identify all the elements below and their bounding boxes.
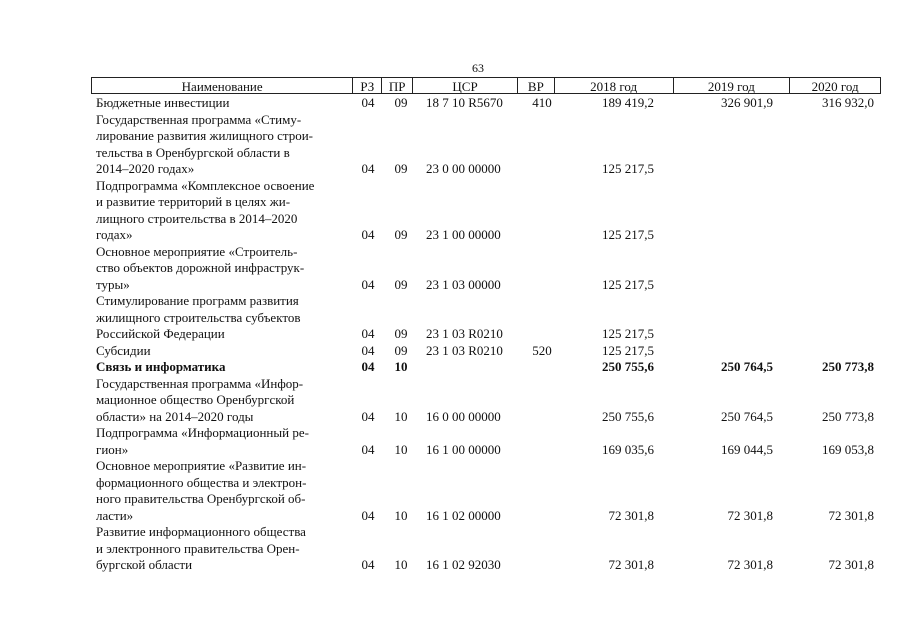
row-pr: 09 xyxy=(394,342,408,358)
row-pr: 10 xyxy=(394,507,408,523)
row-name xyxy=(96,95,346,112)
row-name-line: Субсидии xyxy=(96,342,151,358)
row-rz: 04 xyxy=(361,161,375,176)
row-name xyxy=(96,178,346,244)
row-rz: 04 xyxy=(361,326,375,341)
row-pr: 10 xyxy=(394,408,408,424)
table-row xyxy=(0,293,905,343)
row-2020: 316 932,0 xyxy=(822,95,874,110)
table-row xyxy=(0,524,905,574)
table-row xyxy=(0,458,905,524)
row-name-line: туры» xyxy=(96,276,130,292)
row-rz: 04 xyxy=(361,95,375,110)
header-2019: 2019 год xyxy=(674,78,791,93)
row-name-line: Российской Федерации xyxy=(96,326,225,341)
row-2019: 326 901,9 xyxy=(721,95,773,110)
row-name-line: Подпрограмма «Информационный ре- xyxy=(96,425,309,440)
row-vr: 520 xyxy=(532,342,552,358)
row-name-line: лирование развития жилищного строи- xyxy=(96,128,313,143)
table-row xyxy=(0,376,905,426)
table-row xyxy=(0,178,905,244)
row-vr: 410 xyxy=(532,95,552,110)
row-name-line: Связь и информатика xyxy=(96,359,226,374)
row-name xyxy=(96,112,346,178)
row-rz: 04 xyxy=(361,557,375,572)
row-2018: 125 217,5 xyxy=(602,276,654,292)
row-2020: 72 301,8 xyxy=(828,557,874,572)
row-name-line: лищного строительства в 2014–2020 xyxy=(96,210,298,226)
row-csr: 23 1 03 R0210 xyxy=(426,342,503,358)
row-name-line: бургской области xyxy=(96,557,193,572)
row-2018: 125 217,5 xyxy=(602,161,654,176)
row-csr: 23 1 03 R0210 xyxy=(426,326,503,341)
row-name-line: Государственная программа «Инфор- xyxy=(96,375,304,391)
row-pr: 09 xyxy=(394,95,408,110)
row-pr: 10 xyxy=(394,359,408,374)
row-name-line: тельства в Оренбургской области в xyxy=(96,144,290,160)
table-row xyxy=(0,112,905,178)
table-row xyxy=(0,343,905,360)
row-2018: 250 755,6 xyxy=(602,408,654,424)
row-2020: 250 773,8 xyxy=(822,359,874,374)
row-name-line: Подпрограмма «Комплексное освоение xyxy=(96,177,315,193)
row-2018: 125 217,5 xyxy=(602,326,654,341)
row-2019: 250 764,5 xyxy=(721,359,773,374)
row-2018: 125 217,5 xyxy=(602,342,654,358)
row-name-line: Стимулирование программ развития xyxy=(96,293,299,308)
row-2018: 250 755,6 xyxy=(602,359,654,374)
row-name xyxy=(96,376,346,426)
row-name-line: области» на 2014–2020 годы xyxy=(96,408,254,424)
row-name xyxy=(96,458,346,524)
row-rz: 04 xyxy=(361,359,375,374)
row-2018: 169 035,6 xyxy=(602,441,654,457)
row-name-line: годах» xyxy=(96,227,133,242)
row-pr: 09 xyxy=(394,161,408,176)
row-2019: 250 764,5 xyxy=(721,408,773,424)
row-name-line: гион» xyxy=(96,441,129,457)
table-body xyxy=(0,95,905,574)
row-2020: 250 773,8 xyxy=(822,408,874,424)
row-name-line: формационного общества и электрон- xyxy=(96,474,307,490)
row-name-line: и электронного правительства Орен- xyxy=(96,540,300,556)
row-name-line: ласти» xyxy=(96,507,134,523)
header-2018: 2018 год xyxy=(555,78,674,93)
row-name-line: Развитие информационного общества xyxy=(96,524,306,539)
row-rz: 04 xyxy=(361,507,375,523)
row-csr: 23 0 00 00000 xyxy=(426,161,501,176)
row-2018: 72 301,8 xyxy=(608,557,654,572)
row-pr: 09 xyxy=(394,326,408,341)
row-csr: 23 1 03 00000 xyxy=(426,276,501,292)
header-csr: ЦСР xyxy=(413,78,518,93)
row-2019: 72 301,8 xyxy=(727,557,773,572)
row-csr: 16 1 02 92030 xyxy=(426,557,501,572)
table-row xyxy=(0,95,905,112)
row-rz: 04 xyxy=(361,276,375,292)
table-header xyxy=(91,77,881,94)
header-rz: РЗ xyxy=(353,78,382,93)
row-2020: 72 301,8 xyxy=(828,507,874,523)
table-row xyxy=(0,425,905,458)
page-number: 63 xyxy=(472,61,484,75)
header-pr: ПР xyxy=(382,78,413,93)
row-pr: 10 xyxy=(394,441,408,457)
row-2019: 169 044,5 xyxy=(721,441,773,457)
row-2018: 189 419,2 xyxy=(602,95,654,110)
row-csr: 16 1 02 00000 xyxy=(426,507,501,523)
row-name-line: и развитие территорий в целях жи- xyxy=(96,194,291,209)
row-name-line: ство объектов дорожной инфраструк- xyxy=(96,260,305,275)
row-pr: 09 xyxy=(394,276,408,292)
row-name xyxy=(96,425,346,458)
row-csr: 23 1 00 00000 xyxy=(426,227,501,242)
row-rz: 04 xyxy=(361,441,375,457)
row-2019: 72 301,8 xyxy=(727,507,773,523)
row-name xyxy=(96,343,346,360)
row-rz: 04 xyxy=(361,342,375,358)
row-name xyxy=(96,244,346,294)
row-name-line: жилищного строительства субъектов xyxy=(96,309,301,325)
header-name: Наименование xyxy=(92,78,353,93)
row-name-line: Бюджетные инвестиции xyxy=(96,95,230,110)
header-2020: 2020 год xyxy=(811,79,859,93)
row-name xyxy=(96,524,346,574)
row-pr: 10 xyxy=(394,557,408,572)
row-name-line: Основное мероприятие «Строитель- xyxy=(96,243,298,259)
row-name-line: 2014–2020 годах» xyxy=(96,161,195,176)
row-pr: 09 xyxy=(394,227,408,242)
row-csr: 16 1 00 00000 xyxy=(426,441,501,457)
table-row xyxy=(0,359,905,376)
row-name-line: Основное мероприятие «Развитие ин- xyxy=(96,458,307,473)
row-rz: 04 xyxy=(361,227,375,242)
row-name-line: ного правительства Оренбургской об- xyxy=(96,491,306,506)
row-rz: 04 xyxy=(361,408,375,424)
row-name xyxy=(96,359,346,376)
row-2018: 125 217,5 xyxy=(602,227,654,242)
row-name-line: Государственная программа «Стиму- xyxy=(96,111,302,127)
row-csr: 16 0 00 00000 xyxy=(426,408,501,424)
table-row xyxy=(0,244,905,294)
row-name xyxy=(96,293,346,343)
row-name-line: мационное общество Оренбургской xyxy=(96,392,295,407)
row-2018: 72 301,8 xyxy=(608,507,654,523)
row-2020: 169 053,8 xyxy=(822,441,874,457)
row-csr: 18 7 10 R5670 xyxy=(426,95,503,110)
header-vr: ВР xyxy=(518,78,555,93)
